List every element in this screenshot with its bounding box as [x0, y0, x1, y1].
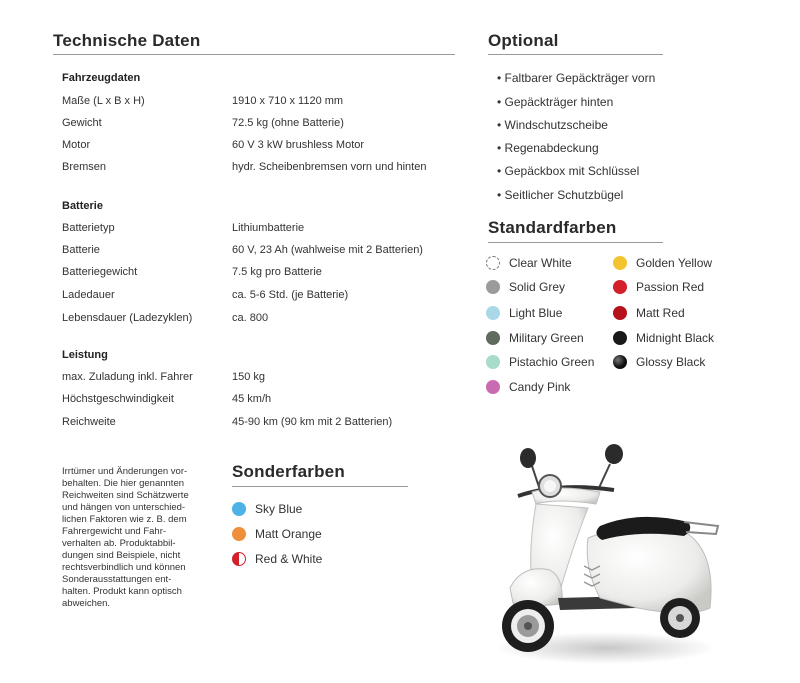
- color-option-sky-blue: Sky Blue: [232, 501, 302, 517]
- spec-label: Lebensdauer (Ladezyklen): [62, 312, 193, 324]
- spec-value: ca. 800: [232, 312, 269, 324]
- color-option-candy-pink: Candy Pink: [486, 379, 570, 395]
- spec-value: 1910 x 710 x 1120 mm: [232, 95, 344, 107]
- color-swatch: [613, 331, 627, 345]
- color-option-pistachio-green: Pistachio Green: [486, 354, 594, 370]
- spec-label: Batterie: [62, 244, 100, 256]
- spec-value: ca. 5-6 Std. (je Batterie): [232, 289, 349, 301]
- color-swatch: [613, 306, 627, 320]
- color-option-glossy-black: Glossy Black: [613, 354, 705, 370]
- spec-label: max. Zuladung inkl. Fahrer: [62, 371, 193, 383]
- spec-value: 7.5 kg pro Batterie: [232, 266, 322, 278]
- spec-value: hydr. Scheibenbremsen vorn und hinten: [232, 161, 427, 173]
- spec-value: 60 V 3 kW brushless Motor: [232, 139, 365, 151]
- optional-heading: Optional: [488, 31, 559, 50]
- color-option-light-blue: Light Blue: [486, 305, 562, 321]
- section-title-fahrzeugdaten: Fahrzeugdaten: [62, 72, 141, 84]
- color-option-matt-red: Matt Red: [613, 305, 685, 321]
- color-swatch: [232, 502, 246, 516]
- section-title-batterie: Batterie: [62, 200, 103, 212]
- technische-daten-rule: [53, 54, 455, 55]
- color-option-midnight-black: Midnight Black: [613, 330, 714, 346]
- color-swatch: [232, 552, 246, 566]
- spec-label: Batteriegewicht: [62, 266, 138, 278]
- optional-item: • Gepäckträger hinten: [497, 95, 614, 109]
- color-swatch: [486, 380, 500, 394]
- sonderfarben-rule: [232, 486, 408, 487]
- scooter-image: [488, 438, 724, 670]
- spec-label: Gewicht: [62, 117, 102, 129]
- section-title-leistung: Leistung: [62, 349, 108, 361]
- color-swatch: [613, 256, 627, 270]
- color-option-military-green: Military Green: [486, 330, 584, 346]
- spec-value: Lithiumbatterie: [232, 222, 305, 234]
- color-option-solid-grey: Solid Grey: [486, 279, 565, 295]
- spec-label: Ladedauer: [62, 289, 115, 301]
- spec-label: Batterietyp: [62, 222, 115, 234]
- color-option-red-white: Red & White: [232, 551, 322, 567]
- color-swatch: [486, 256, 500, 270]
- optional-item: • Faltbarer Gepäckträger vorn: [497, 71, 656, 85]
- spec-label: Maße (L x B x H): [62, 95, 145, 107]
- spec-value: 45 km/h: [232, 393, 272, 405]
- color-swatch: [613, 280, 627, 294]
- spec-value: 45-90 km (90 km mit 2 Batterien): [232, 416, 393, 428]
- color-swatch: [486, 355, 500, 369]
- optional-item: • Windschutzscheibe: [497, 118, 608, 132]
- optional-item: • Gepäckbox mit Schlüssel: [497, 164, 640, 178]
- spec-label: Bremsen: [62, 161, 107, 173]
- color-swatch: [613, 355, 627, 369]
- spec-value: 60 V, 23 Ah (wahlweise mit 2 Batterien): [232, 244, 423, 256]
- spec-value: 72.5 kg (ohne Batterie): [232, 117, 344, 129]
- spec-label: Reichweite: [62, 416, 116, 428]
- spec-label: Höchstgeschwindigkeit: [62, 393, 174, 405]
- color-swatch: [486, 280, 500, 294]
- color-option-clear-white: Clear White: [486, 255, 572, 271]
- optional-rule: [488, 54, 663, 55]
- disclaimer-text: Irrtümer und Änderungen vor- behalten. Die hier genannten Reichweiten sind Schätzwerte und hängen von unterschied- lichen Faktoren wie z. B. dem Fahrergewicht und Fahr- verhalten ab. Produktabbil- dungen sind Beispiele, nicht rechtsverbindlich und können Sonderausstattungen ent- halten. Produkt kann optisch abweichen.: [62, 466, 189, 609]
- color-swatch: [486, 331, 500, 345]
- color-swatch: [232, 527, 246, 541]
- sonderfarben-heading: Sonderfarben: [232, 462, 345, 481]
- spec-value: 150 kg: [232, 371, 266, 383]
- optional-item: • Seitlicher Schutzbügel: [497, 188, 624, 202]
- standardfarben-rule: [488, 242, 663, 243]
- color-option-matt-orange: Matt Orange: [232, 526, 322, 542]
- color-swatch: [486, 306, 500, 320]
- color-option-golden-yellow: Golden Yellow: [613, 255, 712, 271]
- technische-daten-heading: Technische Daten: [53, 31, 201, 50]
- optional-item: • Regenabdeckung: [497, 141, 599, 155]
- spec-label: Motor: [62, 139, 91, 151]
- color-option-passion-red: Passion Red: [613, 279, 704, 295]
- standardfarben-heading: Standardfarben: [488, 218, 617, 237]
